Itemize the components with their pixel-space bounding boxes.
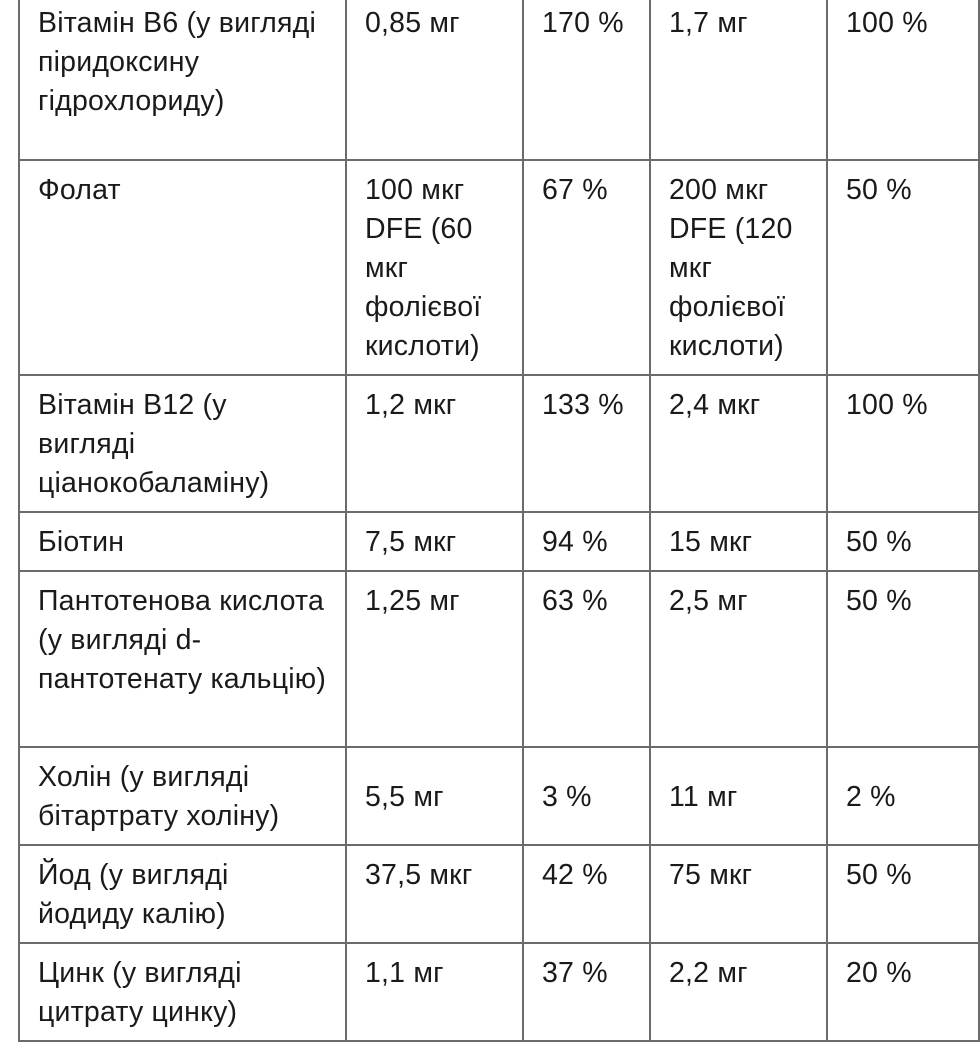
amount-cell: 15 мкг [650,512,827,571]
percent-cell: 50 % [827,160,979,375]
amount-cell: 0,85 мг [346,0,523,160]
percent-cell: 50 % [827,845,979,943]
amount-cell: 7,5 мкг [346,512,523,571]
nutrient-name-cell: Біотин [19,512,346,571]
percent-cell: 50 % [827,512,979,571]
table-row [19,0,979,160]
nutrient-name-cell: Фолат [19,160,346,375]
amount-cell: 1,1 мг [346,943,523,1041]
amount-cell: 1,7 мг [650,0,827,160]
table-container[interactable] [18,0,958,1042]
percent-cell: 67 % [523,160,650,375]
nutrient-name-cell: Цинк (у вигляді цитрату цинку) [19,943,346,1041]
percent-cell: 100 % [827,0,979,160]
amount-cell: 1,25 мг [346,571,523,747]
table-row [19,512,979,571]
nutrient-name-cell: Пантотенова кислота (у вигляді d-пантотенату кальцію) [19,571,346,747]
percent-cell: 2 % [827,747,979,845]
percent-cell: 50 % [827,571,979,747]
amount-cell: 75 мкг [650,845,827,943]
amount-cell: 11 мг [650,747,827,845]
table-row [19,845,979,943]
nutrient-name-cell: Вітамін В6 (у вигляді піридоксину гідрохлориду) [19,0,346,160]
amount-cell: 200 мкг DFE (120 мкг фолієвої кислоти) [650,160,827,375]
amount-cell: 2,2 мг [650,943,827,1041]
nutrient-name-cell: Холін (у вигляді бітартрату холіну) [19,747,346,845]
amount-cell: 1,2 мкг [346,375,523,512]
nutrient-name-cell: Вітамін В12 (у вигляді ціанокобаламіну) [19,375,346,512]
percent-cell: 20 % [827,943,979,1041]
table-row [19,943,979,1041]
amount-cell: 100 мкг DFE (60 мкг фолієвої кислоти) [346,160,523,375]
nutrient-name-cell: Йод (у вигляді йодиду калію) [19,845,346,943]
percent-cell: 3 % [523,747,650,845]
amount-cell: 5,5 мг [346,747,523,845]
percent-cell: 42 % [523,845,650,943]
percent-cell: 170 % [523,0,650,160]
percent-cell: 94 % [523,512,650,571]
percent-cell: 63 % [523,571,650,747]
nutrient-table [18,0,980,1042]
table-row [19,375,979,512]
table-row [19,160,979,375]
percent-cell: 100 % [827,375,979,512]
amount-cell: 2,5 мг [650,571,827,747]
amount-cell: 37,5 мкг [346,845,523,943]
percent-cell: 37 % [523,943,650,1041]
amount-cell: 2,4 мкг [650,375,827,512]
table-row [19,747,979,845]
table-row [19,571,979,747]
percent-cell: 133 % [523,375,650,512]
